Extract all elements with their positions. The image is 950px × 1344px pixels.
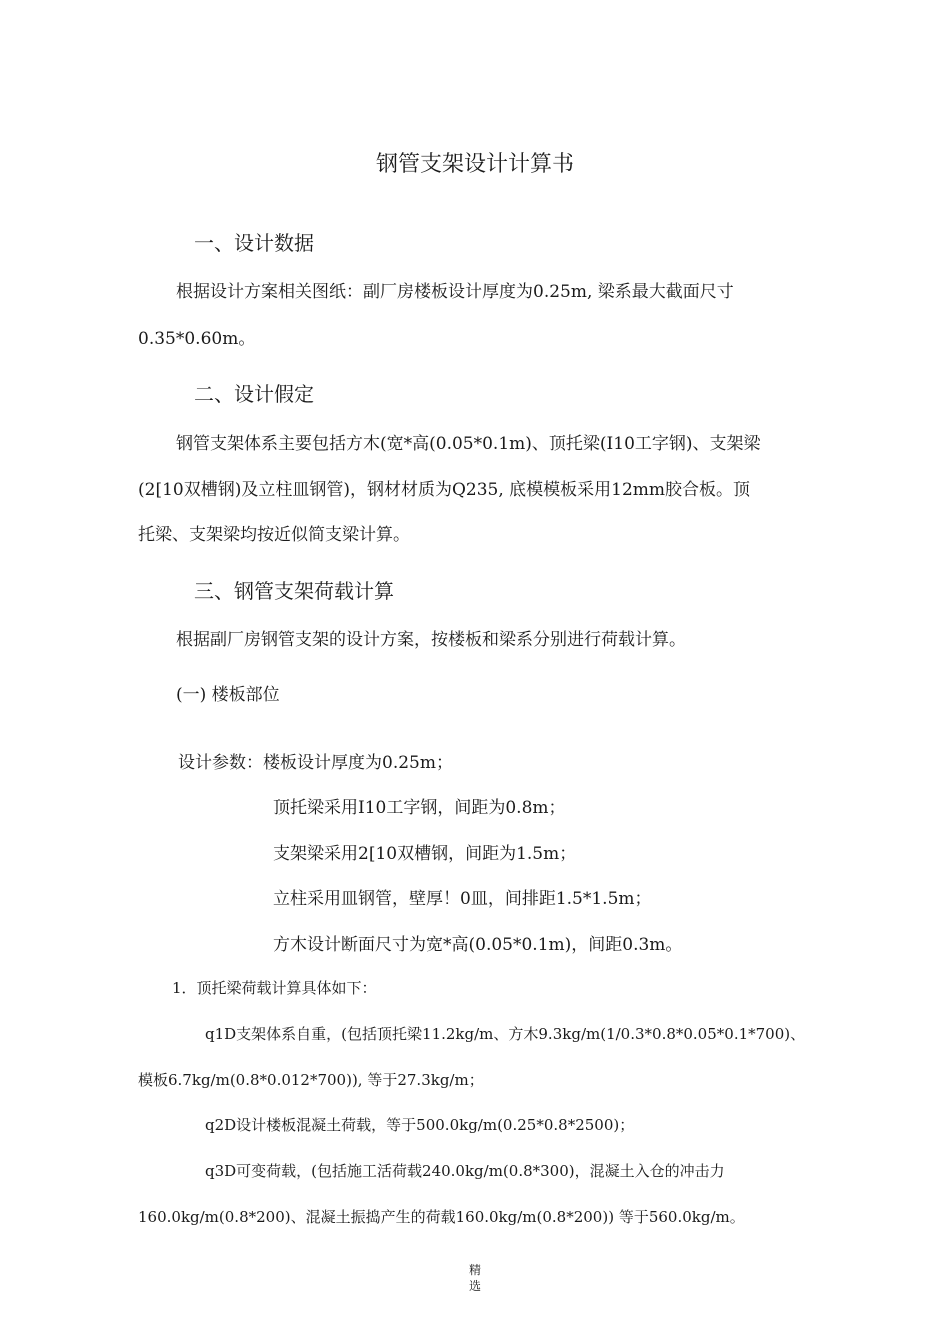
load-line: 160.0kg/m(0.8*200)、混凝土振捣产生的荷载160.0kg/m(0.8*200)) 等于560.0kg/m。 <box>138 1208 745 1226</box>
paragraph-line: 根据设计方案相关图纸：副厂房楼板设计厚度为0.25m, 梁系最大截面尺寸 <box>176 282 734 302</box>
param-line: 设计参数：楼板设计厚度为0.25m； <box>178 753 453 773</box>
load-line: q1D支架体系自重，(包括顶托梁11.2kg/m、方木9.3kg/m(1/0.3*0.8*0.05*0.1*700)、 <box>205 1025 806 1043</box>
paragraph-line: (2[10双槽钢)及立柱皿钢管)，钢材材质为Q235, 底模模板采用12mm胶合板。顶 <box>138 480 751 500</box>
footer-char: 精 <box>468 1263 481 1277</box>
document-title: 钢管支架设计计算书 <box>375 152 574 177</box>
numbered-item: 1．顶托梁荷载计算具体如下： <box>172 979 377 997</box>
page-footer <box>0 1262 950 1294</box>
param-line: 支架梁采用2[10双槽钢，间距为1.5m； <box>273 844 577 864</box>
subsection-heading: (一) 楼板部位 <box>176 685 280 705</box>
paragraph-line: 0.35*0.60m。 <box>138 329 256 349</box>
load-line: q3D可变荷载，(包括施工活荷载240.0kg/m(0.8*300)，混凝土入仓的冲击力 <box>205 1162 725 1180</box>
paragraph-line: 根据副厂房钢管支架的设计方案，按楼板和梁系分别进行荷载计算。 <box>176 630 686 650</box>
load-line: 模板6.7kg/m(0.8*0.012*700)), 等于27.3kg/m； <box>138 1071 484 1089</box>
param-line: 方木设计断面尺寸为宽*高(0.05*0.1m)，间距0.3m。 <box>273 935 683 955</box>
paragraph-line: 钢管支架体系主要包括方木(宽*高(0.05*0.1m)、顶托梁(I10工字钢)、支架梁 <box>176 434 761 454</box>
section-heading-design-data: 一、设计数据 <box>194 231 314 255</box>
section-heading-load-calculation: 三、钢管支架荷载计算 <box>194 579 394 603</box>
paragraph-line: 托梁、支架梁均按近似简支梁计算。 <box>138 525 410 545</box>
param-line: 顶托梁采用I10工字钢，间距为0.8m； <box>273 798 566 818</box>
footer-char: 选 <box>468 1279 481 1293</box>
param-line: 立柱采用皿钢管，壁厚！0皿，间排距1.5*1.5m； <box>273 889 652 909</box>
section-heading-design-assumptions: 二、设计假定 <box>194 382 314 406</box>
load-line: q2D设计楼板混凝土荷载，等于500.0kg/m(0.25*0.8*2500)； <box>205 1116 635 1134</box>
